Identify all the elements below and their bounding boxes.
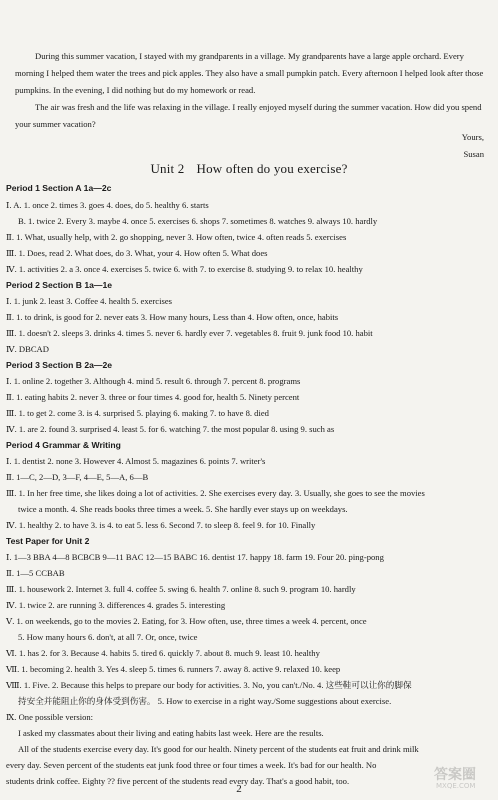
answer-line: every day. Seven percent of the students eat junk food three or four times a week. It's bad for our health. No — [6, 760, 377, 770]
answer-line: Ⅴ. 1. on weekends, go to the movies 2. Eating, for 3. How often, use, three times a week 4. percent, once — [6, 616, 367, 626]
letter-paragraph-2: The air was fresh and the life was relaxing in the village. I really enjoyed myself during the summer vacation. How did you spend your summer vacation? — [15, 102, 482, 129]
answer-line: Ⅱ. 1. eating habits 2. never 3. three or four times 4. good for, health 5. Ninety percent — [6, 392, 300, 402]
answer-line: 持安全并能阻止你的身体受到伤害。 5. How to exercise in a right way./Some suggestions about exercise. — [18, 696, 392, 706]
section-heading-period-2: Period 2 Section B 1a—1e — [6, 280, 113, 290]
answer-line: Ⅲ. 1. housework 2. Internet 3. full 4. coffee 5. swing 6. health 7. online 8. such 9. program 10. hardly — [6, 584, 356, 594]
answer-line: Ⅳ. 1. are 2. found 3. surprised 4. least 5. for 6. watching 7. the most popular 8. using 9. such as — [6, 424, 335, 434]
section-heading-period-1: Period 1 Section A 1a—2c — [6, 183, 112, 193]
watermark-subtext: MXQE.COM — [436, 782, 476, 790]
answer-line: Ⅲ. 1. to get 2. come 3. is 4. surprised 5. playing 6. making 7. to have 8. died — [6, 408, 269, 418]
answer-line: Ⅰ. 1. dentist 2. none 3. However 4. Almost 5. magazines 6. points 7. writer's — [6, 456, 266, 466]
answer-line: Ⅰ. 1. junk 2. least 3. Coffee 4. health 5. exercises — [6, 296, 172, 306]
answer-line: Ⅰ. 1—3 BBA 4—8 BCBCB 9—11 BAC 12—15 BABC 16. dentist 17. happy 18. farm 19. Four 20. ping-pong — [6, 552, 384, 562]
unit-question: How often do you exercise? — [196, 161, 348, 176]
answer-line: students drink coffee. Eighty ?? five percent of the students read every day. That's a good habit, too. — [6, 776, 350, 786]
answer-line: Ⅱ. 1—5 CCBAB — [6, 568, 65, 578]
answer-line: All of the students exercise every day. It's good for our health. Ninety percent of the students eat fruit and drink milk — [18, 744, 419, 754]
answer-line: Ⅳ. 1. healthy 2. to have 3. is 4. to eat 5. less 6. Second 7. to sleep 8. feel 9. for 10. Finally — [6, 520, 316, 530]
answer-line: Ⅵ. 1. has 2. for 3. Because 4. habits 5. tired 6. quickly 7. about 8. much 9. least 10. healthy — [6, 648, 320, 658]
answer-line: Ⅷ. 1. Five. 2. Because this helps to prepare our body for activities. 3. No, you can't./No. 4. 这些鞋可以让你的脚保 — [6, 680, 412, 690]
answer-line: Ⅲ. 1. Does, read 2. What does, do 3. What, your 4. How often 5. What does — [6, 248, 268, 258]
answer-line: Ⅶ. 1. becoming 2. health 3. Yes 4. sleep 5. times 6. runners 7. away 8. active 9. relaxed 10. keep — [6, 664, 341, 674]
answer-line: Ⅱ. 1. to drink, is good for 2. never eats 3. How many hours, Less than 4. How often, once, habits — [6, 312, 339, 322]
answer-line: Ⅰ. A. 1. once 2. times 3. goes 4. does, do 5. healthy 6. starts — [6, 200, 209, 210]
section-heading-test-paper: Test Paper for Unit 2 — [6, 536, 90, 546]
answer-line: Ⅱ. 1—C, 2—D, 3—F, 4—E, 5—A, 6—B — [6, 472, 149, 482]
answer-line: Ⅸ. One possible version: — [6, 712, 94, 722]
answer-line: Ⅱ. 1. What, usually help, with 2. go shopping, never 3. How often, twice 4. often reads 5. exercises — [6, 232, 347, 242]
answer-line: Ⅲ. 1. doesn't 2. sleeps 3. drinks 4. times 5. never 6. hardly ever 7. vegetables 8. fruit 9. junk food 10. habit — [6, 328, 373, 338]
section-heading-period-3: Period 3 Section B 2a—2e — [6, 360, 113, 370]
letter-paragraph-1: During this summer vacation, I stayed with my grandparents in a village. My grandparents have a large apple orchard. Every morning I helped them water the trees and pick apples. They also have a small pumpkin patch. Every afternoon I helped look after those pumpkins. In the evening, I did nothing but do my homework or read. — [15, 51, 484, 95]
answer-line: I asked my classmates about their living and eating habits last week. Here are the results. — [18, 728, 324, 738]
answer-line: Ⅰ. 1. online 2. together 3. Although 4. mind 5. result 6. through 7. percent 8. programs — [6, 376, 301, 386]
answer-line: Ⅲ. 1. In her free time, she likes doing a lot of activities. 2. She exercises every day. 3. Usually, she goes to see the movies — [6, 488, 425, 498]
answer-line: 5. How many hours 6. don't, at all 7. Or, once, twice — [18, 632, 198, 642]
watermark-text: 答案圈 — [434, 767, 476, 783]
answer-line: twice a month. 4. She reads books three times a week. 5. She hardly ever stays up on weekdays. — [18, 504, 348, 514]
letter-closing: Yours, — [461, 132, 484, 142]
answer-line: B. 1. twice 2. Every 3. maybe 4. once 5. exercises 6. shops 7. sometimes 8. watches 9. always 10. hardly — [18, 216, 378, 226]
section-heading-period-4: Period 4 Grammar & Writing — [6, 440, 121, 450]
watermark-logo — [430, 766, 490, 792]
answer-line: Ⅳ. 1. activities 2. a 3. once 4. exercises 5. twice 6. with 7. to exercise 8. studying 9. to relax 10. healthy — [6, 264, 363, 274]
page-number: 2 — [236, 783, 242, 795]
unit-number: Unit 2 — [150, 161, 185, 176]
unit-title — [0, 162, 498, 175]
answer-line: Ⅳ. 1. twice 2. are running 3. differences 4. grades 5. interesting — [6, 600, 226, 610]
answer-line: Ⅳ. DBCAD — [6, 344, 49, 354]
letter-signature: Susan — [463, 149, 484, 159]
